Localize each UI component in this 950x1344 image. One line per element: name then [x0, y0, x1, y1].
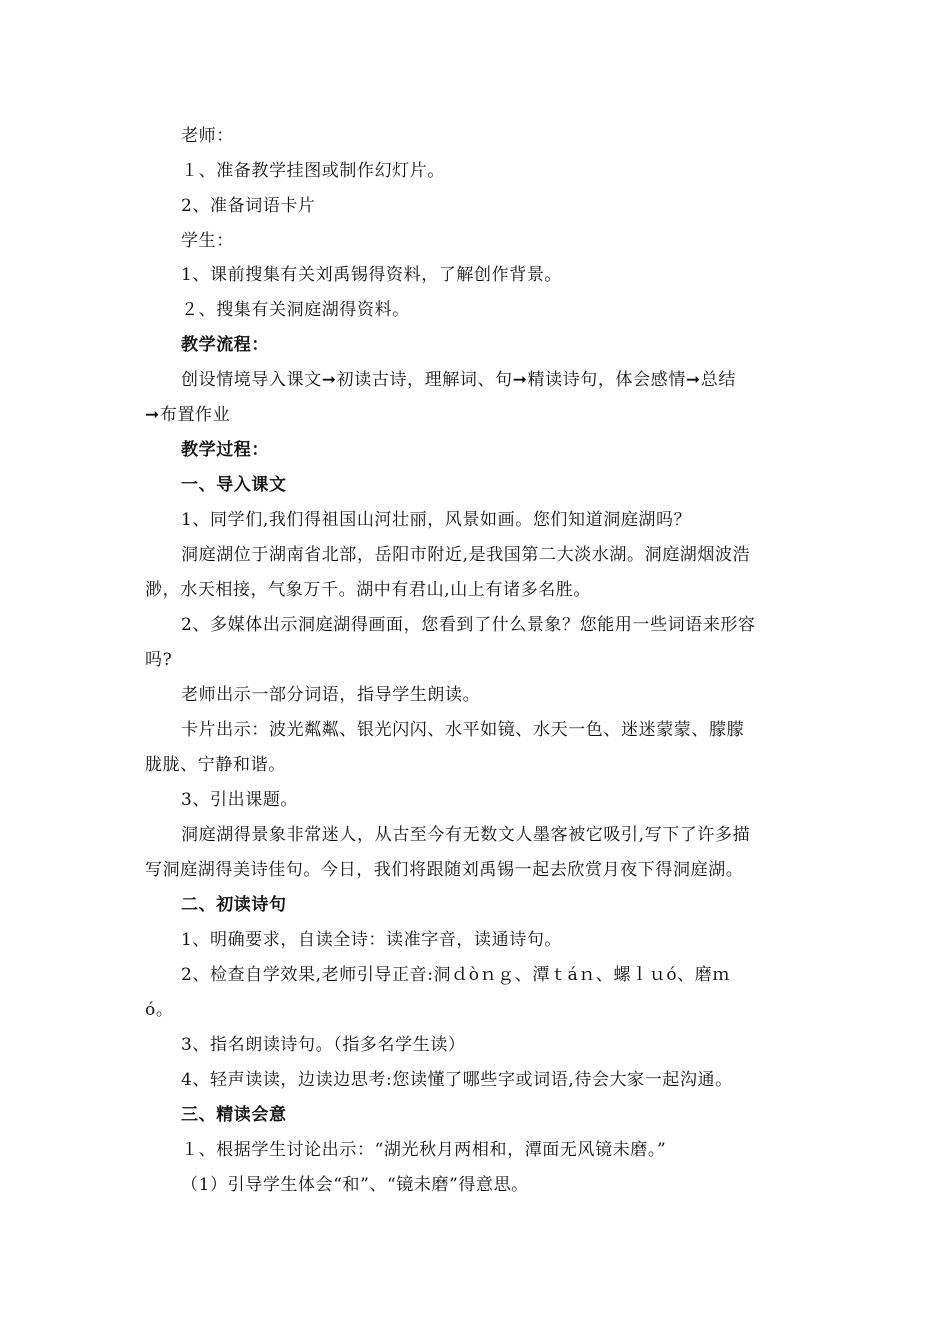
- teacher-item-2: 2、准备词语卡片: [181, 196, 316, 216]
- section-2-item-4: 4、轻声读读，边读边思考:您读懂了哪些字或词语,待会大家一起沟通。: [181, 1070, 733, 1090]
- section-1-heading: 一、导入课文: [181, 475, 287, 495]
- student-item-2: ２、搜集有关洞庭湖得资料。: [181, 300, 410, 320]
- flow-heading: 教学流程：: [181, 335, 269, 355]
- section-3-heading: 三、精读会意: [181, 1105, 287, 1125]
- paragraph-lake-line-2: 渺，水天相接，气象万千。湖中有君山,山上有诸多名胜。: [145, 580, 592, 600]
- process-heading: 教学过程：: [181, 440, 269, 460]
- paragraph-title-line-2: 写洞庭湖得美诗佳句。今日，我们将跟随刘禹锡一起去欣赏月夜下得洞庭湖。: [145, 860, 744, 880]
- teacher-shows-words: 老师出示一部分词语，指导学生朗读。: [181, 685, 481, 705]
- paragraph-lake-line-1: 洞庭湖位于湖南省北部，岳阳市附近,是我国第二大淡水湖。洞庭湖烟波浩: [181, 545, 751, 565]
- section-1-item-2-line-2: 吗?: [145, 650, 173, 670]
- flow-text-line-2: ➞布置作业: [145, 405, 231, 425]
- card-words-line-2: 胧胧、宁静和谐。: [145, 755, 286, 775]
- student-item-1: 1、课前搜集有关刘禹锡得资料，了解创作背景。: [181, 265, 563, 285]
- teacher-item-1: １、准备教学挂图或制作幻灯片。: [181, 161, 445, 181]
- student-heading: 学生：: [181, 231, 234, 251]
- section-3-item-1-sub-1: （1）引导学生体会“和”、“镜未磨”得意思。: [181, 1175, 529, 1195]
- teacher-heading: 老师：: [181, 126, 234, 146]
- section-2-item-2-line-2: ó。: [145, 1000, 174, 1020]
- section-3-item-1: １、根据学生讨论出示：“湖光秋月两相和，潭面无风镜未磨。”: [181, 1140, 667, 1160]
- section-1-item-1: 1、同学们,我们得祖国山河壮丽，风景如画。您们知道洞庭湖吗？: [181, 510, 692, 530]
- card-words-line-1: 卡片出示：波光粼粼、银光闪闪、水平如镜、水天一色、迷迷蒙蒙、朦朦: [181, 720, 745, 740]
- flow-text-line-1: 创设情境导入课文➞初读古诗，理解词、句➞精读诗句，体会感情➞总结: [181, 370, 736, 390]
- section-1-item-2-line-1: 2、多媒体出示洞庭湖得画面，您看到了什么景象？您能用一些词语来形容: [181, 615, 756, 635]
- paragraph-title-line-1: 洞庭湖得景象非常迷人，从古至今有无数文人墨客被它吸引,写下了许多描: [181, 825, 751, 845]
- section-2-heading: 二、初读诗句: [181, 895, 287, 915]
- section-2-item-1: 1、明确要求，自读全诗：读准字音，读通诗句。: [181, 930, 563, 950]
- section-2-item-3: 3、指名朗读诗句。（指多名学生读）: [181, 1035, 466, 1055]
- section-1-item-3: 3、引出课题。: [181, 790, 299, 810]
- section-2-item-2-line-1: 2、检查自学效果,老师引导正音:洞ｄòｎｇ、潭ｔáｎ、螺ｌｕó、磨ｍ: [181, 965, 730, 985]
